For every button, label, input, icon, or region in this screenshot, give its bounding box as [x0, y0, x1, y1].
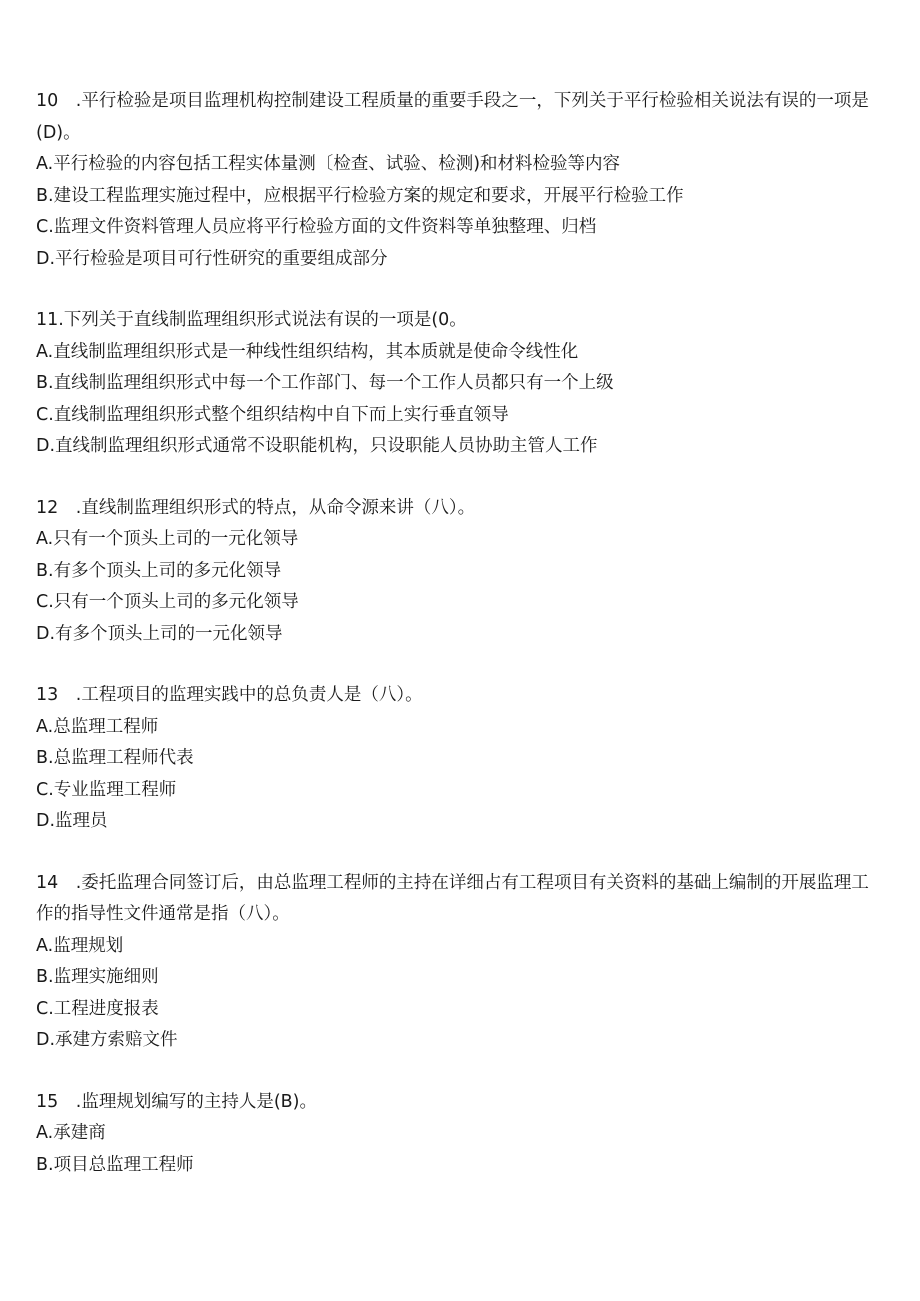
question-stem: 14 .委托监理合同签订后，由总监理工程师的主持在详细占有工程项目有关资料的基础上编制的开展监理工作的指导性文件通常是指（八）。: [36, 872, 869, 924]
question-14: [36, 868, 882, 1057]
option-b: B.监理实施细则: [36, 967, 159, 987]
option-d: D.直线制监理组织形式通常不设职能机构，只设职能人员协助主管人工作: [36, 436, 598, 456]
option-a: A.监理规划: [36, 935, 124, 956]
question-12: [36, 493, 882, 651]
option-b: B.有多个顶头上司的多元化领导: [36, 560, 282, 581]
question-stem: 15 .监理规划编写的主持人是(B)。: [36, 1091, 317, 1112]
question-11: [36, 305, 882, 463]
option-d: D.平行检验是项目可行性研究的重要组成部分: [36, 248, 388, 269]
option-d: D.承建方索赔文件: [36, 1030, 178, 1050]
option-c: C.专业监理工程师: [36, 779, 177, 800]
question-15: [36, 1087, 882, 1182]
option-a: A.承建商: [36, 1123, 106, 1143]
question-stem: 13 .工程项目的监理实践中的总负责人是（八）。: [36, 685, 423, 705]
option-b: B.建设工程监理实施过程中，应根据平行检验方案的规定和要求，开展平行检验工作: [36, 185, 684, 206]
option-a: A.总监理工程师: [36, 716, 159, 737]
option-a: A.平行检验的内容包括工程实体量测〔检查、试验、检测)和材料检验等内容: [36, 154, 621, 174]
option-a: A.直线制监理组织形式是一种线性组织结构，其本质就是使命令线性化: [36, 341, 579, 362]
question-10: [36, 86, 882, 275]
question-13: [36, 680, 882, 838]
option-b: B.直线制监理组织形式中每一个工作部门、每一个工作人员都只有一个上级: [36, 373, 614, 393]
question-stem: 12 .直线制监理组织形式的特点，从命令源来讲（八）。: [36, 497, 476, 518]
document-page: [36, 86, 882, 1211]
question-stem: 10 .平行检验是项目监理机构控制建设工程质量的重要手段之一，下列关于平行检验相关说法有误的一项是(D)。: [36, 91, 869, 143]
option-c: C.监理文件资料管理人员应将平行检验方面的文件资料等单独整理、归档: [36, 217, 597, 237]
question-stem: 11.下列关于直线制监理组织形式说法有误的一项是(0。: [36, 310, 467, 330]
option-a: A.只有一个顶头上司的一元化领导: [36, 529, 299, 549]
option-d: D.有多个顶头上司的一元化领导: [36, 623, 283, 644]
option-b: B.项目总监理工程师: [36, 1154, 194, 1175]
option-c: C.只有一个顶头上司的多元化领导: [36, 592, 299, 612]
option-c: C.工程进度报表: [36, 998, 159, 1019]
option-d: D.监理员: [36, 811, 108, 831]
option-c: C.直线制监理组织形式整个组织结构中自下而上实行垂直领导: [36, 404, 509, 425]
option-b: B.总监理工程师代表: [36, 748, 194, 768]
